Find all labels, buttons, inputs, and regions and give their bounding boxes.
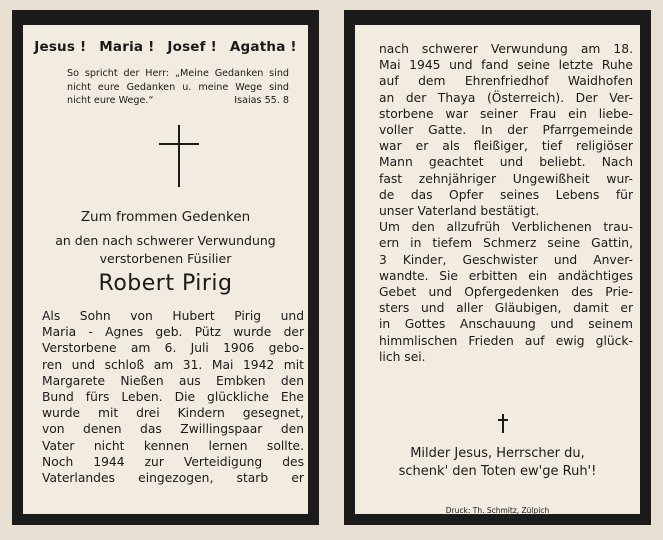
text-line: wandte. Sie erbitten ein andächtiges xyxy=(379,268,633,283)
quote-reference: Isaias 55. 8 xyxy=(234,95,289,106)
text-line: Verstorbene am 6. Juli 1906 gebo- xyxy=(42,341,304,356)
text-line: an der Thaya (Österreich). Der Ver- xyxy=(379,90,633,105)
invocation-maria: Maria ! xyxy=(99,39,155,55)
text-line: wurde mit drei Kindern gesegnet, xyxy=(42,406,304,421)
text-line: in Gottes Anschauung und seinem xyxy=(379,317,633,332)
memorial-subheading-2: verstorbenen Füsilier xyxy=(99,251,232,266)
text-line: von denen das Zwillingspaar den xyxy=(42,422,304,437)
text-line: Noch 1944 zur Verteidigung des xyxy=(42,454,304,469)
cross-icon xyxy=(159,125,199,187)
closing-prayer-line-2: schenk' den Toten ew'ge Ruh'! xyxy=(398,464,597,479)
right-card-page xyxy=(355,25,640,514)
continuation-text xyxy=(379,41,633,365)
text-line: Mai 1945 und fand seine letzte Ruhe xyxy=(379,58,633,73)
right-card-frame xyxy=(344,10,651,525)
text-line: 3 Kinder, Geschwister und Anver- xyxy=(379,252,633,267)
text-line: Vater nicht kennen lernen sollte. xyxy=(42,438,304,453)
text-line: lich sei. xyxy=(379,349,426,364)
text-line: ern in tiefem Schmerz seine Gattin, xyxy=(379,236,633,251)
text-line: Maria - Agnes geb. Pütz wurde der xyxy=(42,325,304,340)
text-line: fast zehnjähriger Ungewißheit wur- xyxy=(379,171,633,186)
invocation-jesus: Jesus ! xyxy=(34,39,87,55)
text-line: Gebet und Opfergedenken des Prie- xyxy=(379,285,633,300)
text-line: auf dem Ehrenfriedhof Waidhofen xyxy=(379,74,633,89)
left-card-frame xyxy=(12,10,319,525)
text-line: war er als fleißiger, tief religiöser xyxy=(379,139,633,154)
small-cross-icon xyxy=(498,414,508,434)
deceased-name: Robert Pirig xyxy=(98,271,233,296)
text-line: Vaterlandes eingezogen, starb er xyxy=(42,471,304,486)
text-line: Mann geachtet und beliebt. Nach xyxy=(379,155,633,170)
text-line: ren und schloß am 31. Mai 1942 mit xyxy=(42,357,304,372)
closing-prayer-line-1: Milder Jesus, Herrscher du, xyxy=(410,446,585,461)
text-line: voller Gatte. In der Pfarrgemeinde xyxy=(379,123,633,138)
text-line: storbene war seiner Frau ein liebe- xyxy=(379,106,633,121)
text-line: Margarete Nießen aus Embken den xyxy=(42,373,304,388)
quote-text: So spricht der Herr: „Meine Gedanken sind nicht eure Gedanken u. meine Wege sind nicht eure Wege.“ xyxy=(67,68,289,106)
text-line: himmlischen Frieden auf ewig glück- xyxy=(379,333,633,348)
left-card-page xyxy=(23,25,308,514)
memorial-subheading-1: an den nach schwerer Verwundung xyxy=(55,233,276,248)
text-line: Als Sohn von Hubert Pirig und xyxy=(42,309,304,323)
invocation-agatha: Agatha ! xyxy=(229,39,297,55)
text-line: sters und aller Gläubigen, damit er xyxy=(379,301,633,316)
scripture-quote xyxy=(67,67,289,108)
biography-text xyxy=(42,308,304,486)
text-line: Um den allzufrüh Verblichenen trau- xyxy=(379,220,633,235)
text-line: Bund fürs Leben. Die glückliche Ehe xyxy=(42,390,304,405)
invocation-josef: Josef ! xyxy=(167,39,217,55)
text-line: nach schwerer Verwundung am 18. xyxy=(379,42,633,56)
printer-imprint: Druck: Th. Schmitz, Zülpich xyxy=(445,506,550,514)
text-line: unser Vaterland bestätigt. xyxy=(379,204,540,219)
memorial-heading: Zum frommen Gedenken xyxy=(80,209,251,225)
text-line: de das Opfer seines Lebens für xyxy=(379,187,633,202)
invocation-line xyxy=(23,39,308,55)
